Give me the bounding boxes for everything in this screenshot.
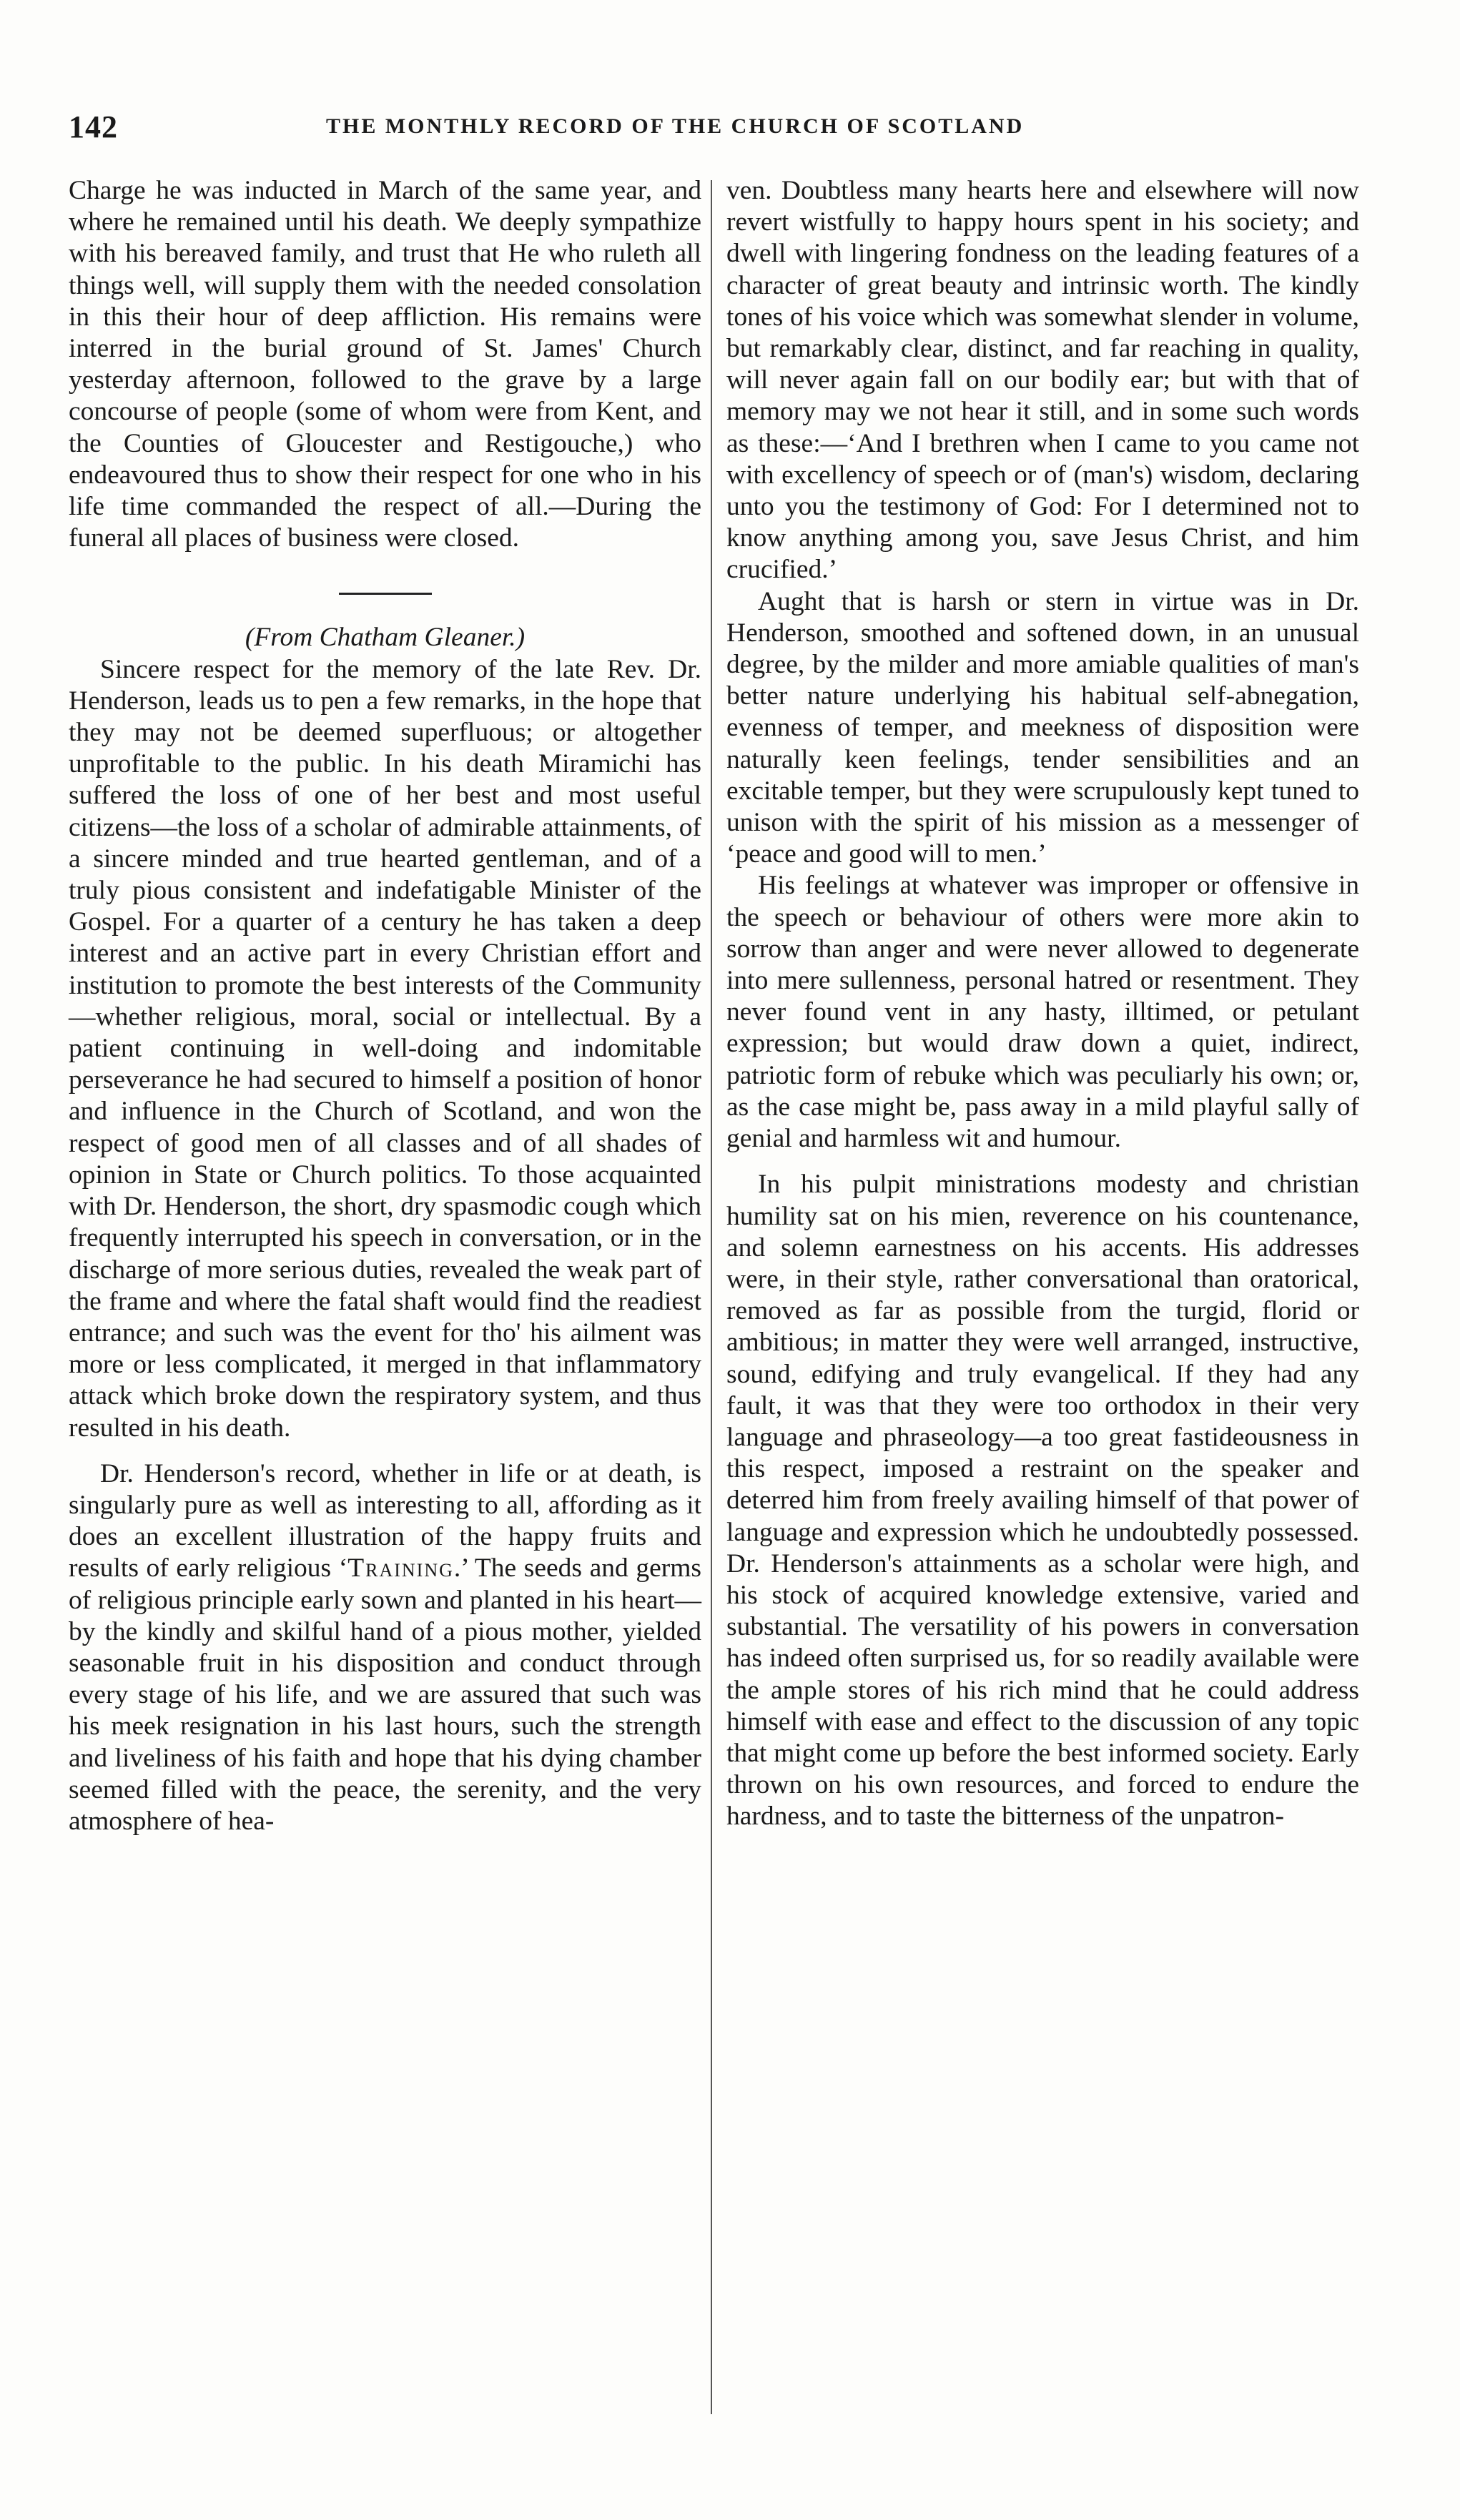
tribute-paragraph-2 xyxy=(69,1458,701,1837)
journal-title: THE MONTHLY RECORD OF THE CHURCH OF SCOTLAND xyxy=(326,114,1025,138)
page-number: 142 xyxy=(69,109,118,144)
tribute-paragraph-3: ven. Doubtless many hearts here and elsewhere will now revert wistfully to happy hours spent in his society; and dwell with lingering fondness on the leading features of a character of great beauty and intrinsic worth. The kindly tones of his voice which was somewhat slender in volume, but remarkably clear, distinct, and far reaching in quality, will never again fall on our bodily ear; but with that of memory may we not hear it still, and in some such words as these:—‘And I brethren when I came to you came not with excellency of speech or of (man's) wisdom, declaring unto you the testimony of God: For I determined not to know anything among you, save Jesus Christ, and him crucified.’ xyxy=(726,176,1359,585)
tribute-paragraph-6: In his pulpit ministrations modesty and christian humility sat on his mien, reverence on his countenance, and solemn earnestness on his accents. His addresses were, in their style, rather conversational than oratorical, removed as far as possible from the turgid, florid or ambitious; in matter they were well arranged, instructive, sound, edifying and truly evangelical. If they had any fault, it was that they were too orthodox in their very language and phraseology—a too great fastideousness in this respect, imposed a restraint on the speaker and deterred him from freely availing himself of that power of language and expression which he undoubtedly possessed. Dr. Henderson's attainments as a scholar were high, and his stock of acquired knowledge extensive, varied and substantial. The versatility of his powers in conversation has indeed often surprised us, for so readily available were the ample stores of his rich mind that he could address himself with ease and effect to the discussion of any topic that might come up before the best informed society. Early thrown on his own resources, and forced to endure the hardness, and to taste the bitterness of the unpatron- xyxy=(726,1170,1359,1832)
column-divider xyxy=(711,180,712,2414)
training-smallcaps: Training xyxy=(347,1553,454,1583)
tribute-paragraph-2-start: Dr. Henderson's record, whether in life or at death, is singularly pure as well as interesting to all, affording as it does an excellent illustration of the happy fruits and results of early religious ‘ xyxy=(69,1458,701,1583)
tribute-paragraph-4: Aught that is harsh or stern in virtue was in Dr. Henderson, smoothed and softened down, in an unusual degree, by the milder and more amiable qualities of man's better nature underlying his habitual self-abnegation, evenness of temper, and meekness of disposition were naturally keen feelings, tender sensibilities and an excitable temper, but they were scrupulously kept tuned to unison with the spirit of his mission as a messenger of ‘peace and good will to men.’ xyxy=(726,586,1359,869)
section-divider xyxy=(339,593,432,595)
tribute-paragraph-2-end: .’ The seeds and germs of religious principle early sown and planted in his heart—by the kindly and skilful hand of a pious mother, yielded seasonable fruit in his disposition and conduct through every stage of his life, and we are assured that such was his meek resignation in his last hours, such the strength and liveliness of his faith and hope that his dying chamber seemed filled with the peace, the serenity, and the very atmosphere of hea- xyxy=(69,1553,702,1836)
running-header xyxy=(69,109,1363,149)
right-column xyxy=(726,175,1359,1833)
tribute-paragraph-1: Sincere respect for the memory of the late Rev. Dr. Henderson, leads us to pen a few remarks, in the hope that they may not be deemed superfluous; or altogether unprofitable to the public. In his death Miramichi has suffered the loss of one of her best and most useful citizens—the loss of a scholar of admirable attainments, of a sincere minded and true hearted gentleman, and of a truly pious consistent and indefatigable Minister of the Gospel. For a quarter of a century he has taken a deep interest and an active part in every Christian effort and institution to promote the best interests of the Community—whether religious, moral, social or intellectual. By a patient continuing in well-doing and indomitable perseverance he had secured to himself a position of honor and influence in the Church of Scotland, and won the respect of good men of all classes and of all shades of opinion in State or Church politics. To those acquainted with Dr. Henderson, the short, dry spasmodic cough which frequently interrupted his speech in conversation, or in the discharge of more serious duties, revealed the weak part of the frame and where the fatal shaft would find the readiest entrance; and such was the event for tho' his ailment was more or less complicated, it merged in that inflammatory attack which broke down the respiratory system, and thus resulted in his death. xyxy=(69,654,701,1443)
obituary-closing-paragraph: Charge he was inducted in March of the same year, and where he remained until his death. We deeply sympathize with his bereaved family, and trust that He who ruleth all things well, will supply them with the needed consolation in this their hour of deep affliction. His remains were interred in the burial ground of St. James' Church yesterday afternoon, followed to the grave by a large concourse of people (some of whom were from Kent, and the Counties of Gloucester and Restigouche,) who endeavoured thus to show their respect for one who in his life time commanded the respect of all.—During the funeral all places of business were closed. xyxy=(69,176,701,553)
left-column xyxy=(69,175,701,1837)
source-attribution: (From Chatham Gleaner.) xyxy=(245,623,526,653)
tribute-paragraph-5: His feelings at whatever was improper or offensive in the speech or behaviour of others were more akin to sorrow than anger and were never allowed to degenerate into mere sullenness, personal hatred or resentment. They never found vent in any hasty, illtimed, or petulant expression; but would draw down a quiet, indirect, patriotic form of rebuke which was peculiarly his own; or, as the case might be, pass away in a mild playful sally of genial and harmless wit and humour. xyxy=(726,871,1359,1154)
